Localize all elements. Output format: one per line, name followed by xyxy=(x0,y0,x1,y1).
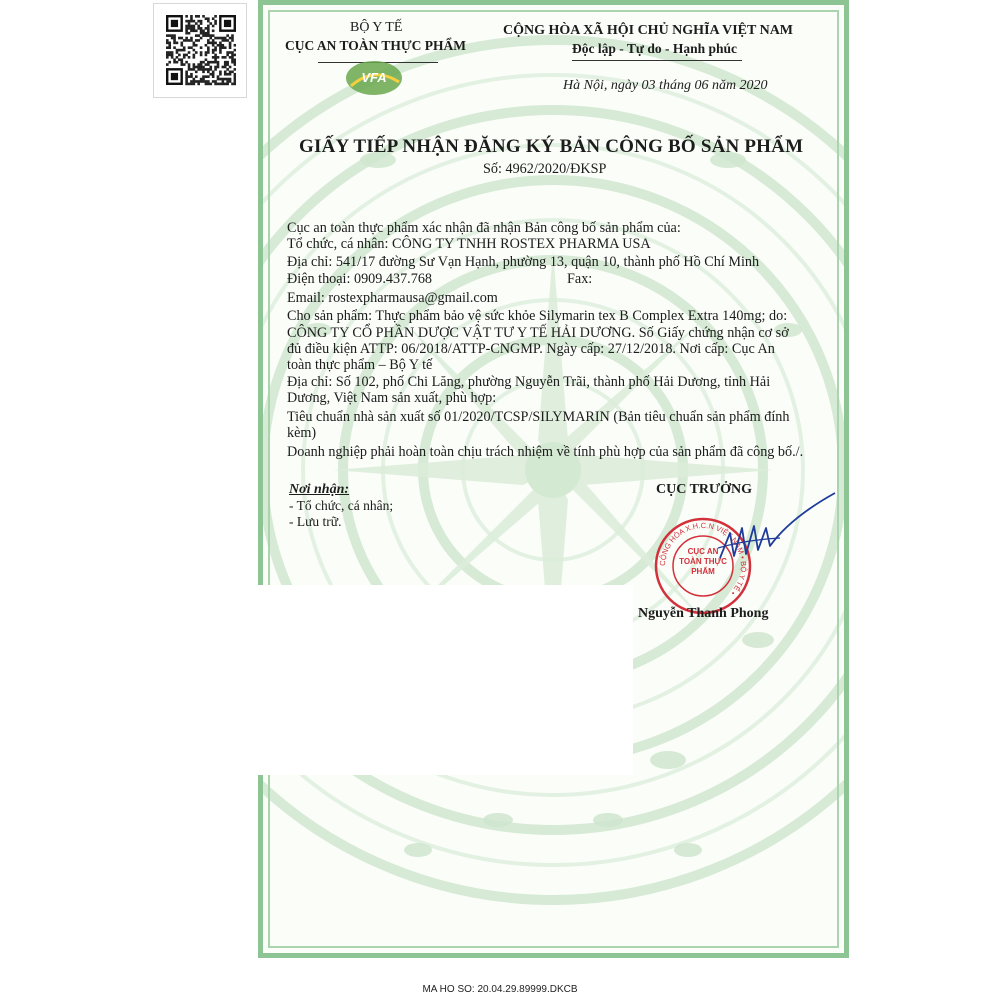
signer-name: Nguyễn Thanh Phong xyxy=(638,606,769,621)
product-line-3: đủ điều kiện ATTP: 06/2018/ATTP-CNGMP. Ngày cấp: 27/12/2018. Nơi cấp: Cục An xyxy=(287,341,775,357)
standard-line-2: kèm) xyxy=(287,425,317,441)
recipients-label: Nơi nhận: xyxy=(289,482,350,497)
responsibility-line: Doanh nghiệp phải hoàn toàn chịu trách nhiệm về tính phù hợp của sản phẩm đã công bố./. xyxy=(287,444,804,460)
issue-date: Hà Nội, ngày 03 tháng 06 năm 2020 xyxy=(563,78,768,93)
recipient-item: - Tổ chức, cá nhân; xyxy=(289,498,394,513)
product-line-4: toàn thực phẩm – Bộ Y tế xyxy=(287,357,433,373)
phone-line: Điện thoại: 0909.437.768 xyxy=(287,271,433,287)
qr-code xyxy=(153,3,247,98)
maker-address-line-2: Dương, Việt Nam sản xuất, phù hợp: xyxy=(287,390,497,406)
address-line: Địa chỉ: 541/17 đường Sư Vạn Hạnh, phường 13, quận 10, thành phố Hồ Chí Minh xyxy=(287,254,760,270)
stamp-ring-text: CỘNG HÒA X.H.C.N VIỆT NAM • BỘ Y TẾ • xyxy=(657,520,749,598)
maker-address-line-1: Địa chỉ: Số 102, phố Chi Lăng, phường Nguyễn Trãi, thành phố Hải Dương, tỉnh Hải xyxy=(287,374,771,390)
country-name: CỘNG HÒA XÃ HỘI CHỦ NGHĨA VIỆT NAM xyxy=(503,23,794,38)
stamp-center-text: CỤC AN TOÀN THỰC PHẨM xyxy=(679,547,727,576)
email-line: Email: rostexpharmausa@gmail.com xyxy=(287,290,498,306)
logo-text: VFA xyxy=(361,70,387,85)
dossier-code: MA HO SO: 20.04.29.89999.DKCB xyxy=(422,984,578,995)
handwritten-signature xyxy=(700,488,840,578)
document-number: Số: 4962/2020/ĐKSP xyxy=(483,161,607,177)
organization-line: Tổ chức, cá nhân: CÔNG TY TNHH ROSTEX PHARMA USA xyxy=(287,236,651,252)
standard-line-1: Tiêu chuẩn nhà sản xuất số 01/2020/TCSP/SILYMARIN (Bản tiêu chuẩn sản phẩm đính xyxy=(287,409,790,425)
product-line-1: Cho sản phẩm: Thực phẩm bảo vệ sức khỏe Silymarin tex B Complex Extra 140mg; do: xyxy=(287,308,788,324)
recipient-item: - Lưu trữ. xyxy=(289,514,342,529)
intro-line: Cục an toàn thực phẩm xác nhận đã nhận Bản công bố sản phẩm của: xyxy=(287,220,681,236)
redacted-area xyxy=(248,585,633,775)
product-line-2: CÔNG TY CỔ PHẦN DƯỢC VẬT TƯ Y TẾ HẢI DƯƠNG. Số Giấy chứng nhận cơ sở xyxy=(287,325,789,341)
vfa-logo xyxy=(343,58,405,100)
ministry-name: BỘ Y TẾ xyxy=(350,20,403,35)
fax-label: Fax: xyxy=(567,271,593,287)
agency-name: CỤC AN TOÀN THỰC PHẨM xyxy=(285,38,467,53)
national-motto: Độc lập - Tự do - Hạnh phúc xyxy=(572,41,738,56)
signer-role: CỤC TRƯỞNG xyxy=(656,482,753,497)
motto-underline xyxy=(572,60,742,61)
document-title: GIẤY TIẾP NHẬN ĐĂNG KÝ BẢN CÔNG BỐ SẢN PHẨM xyxy=(299,136,804,157)
